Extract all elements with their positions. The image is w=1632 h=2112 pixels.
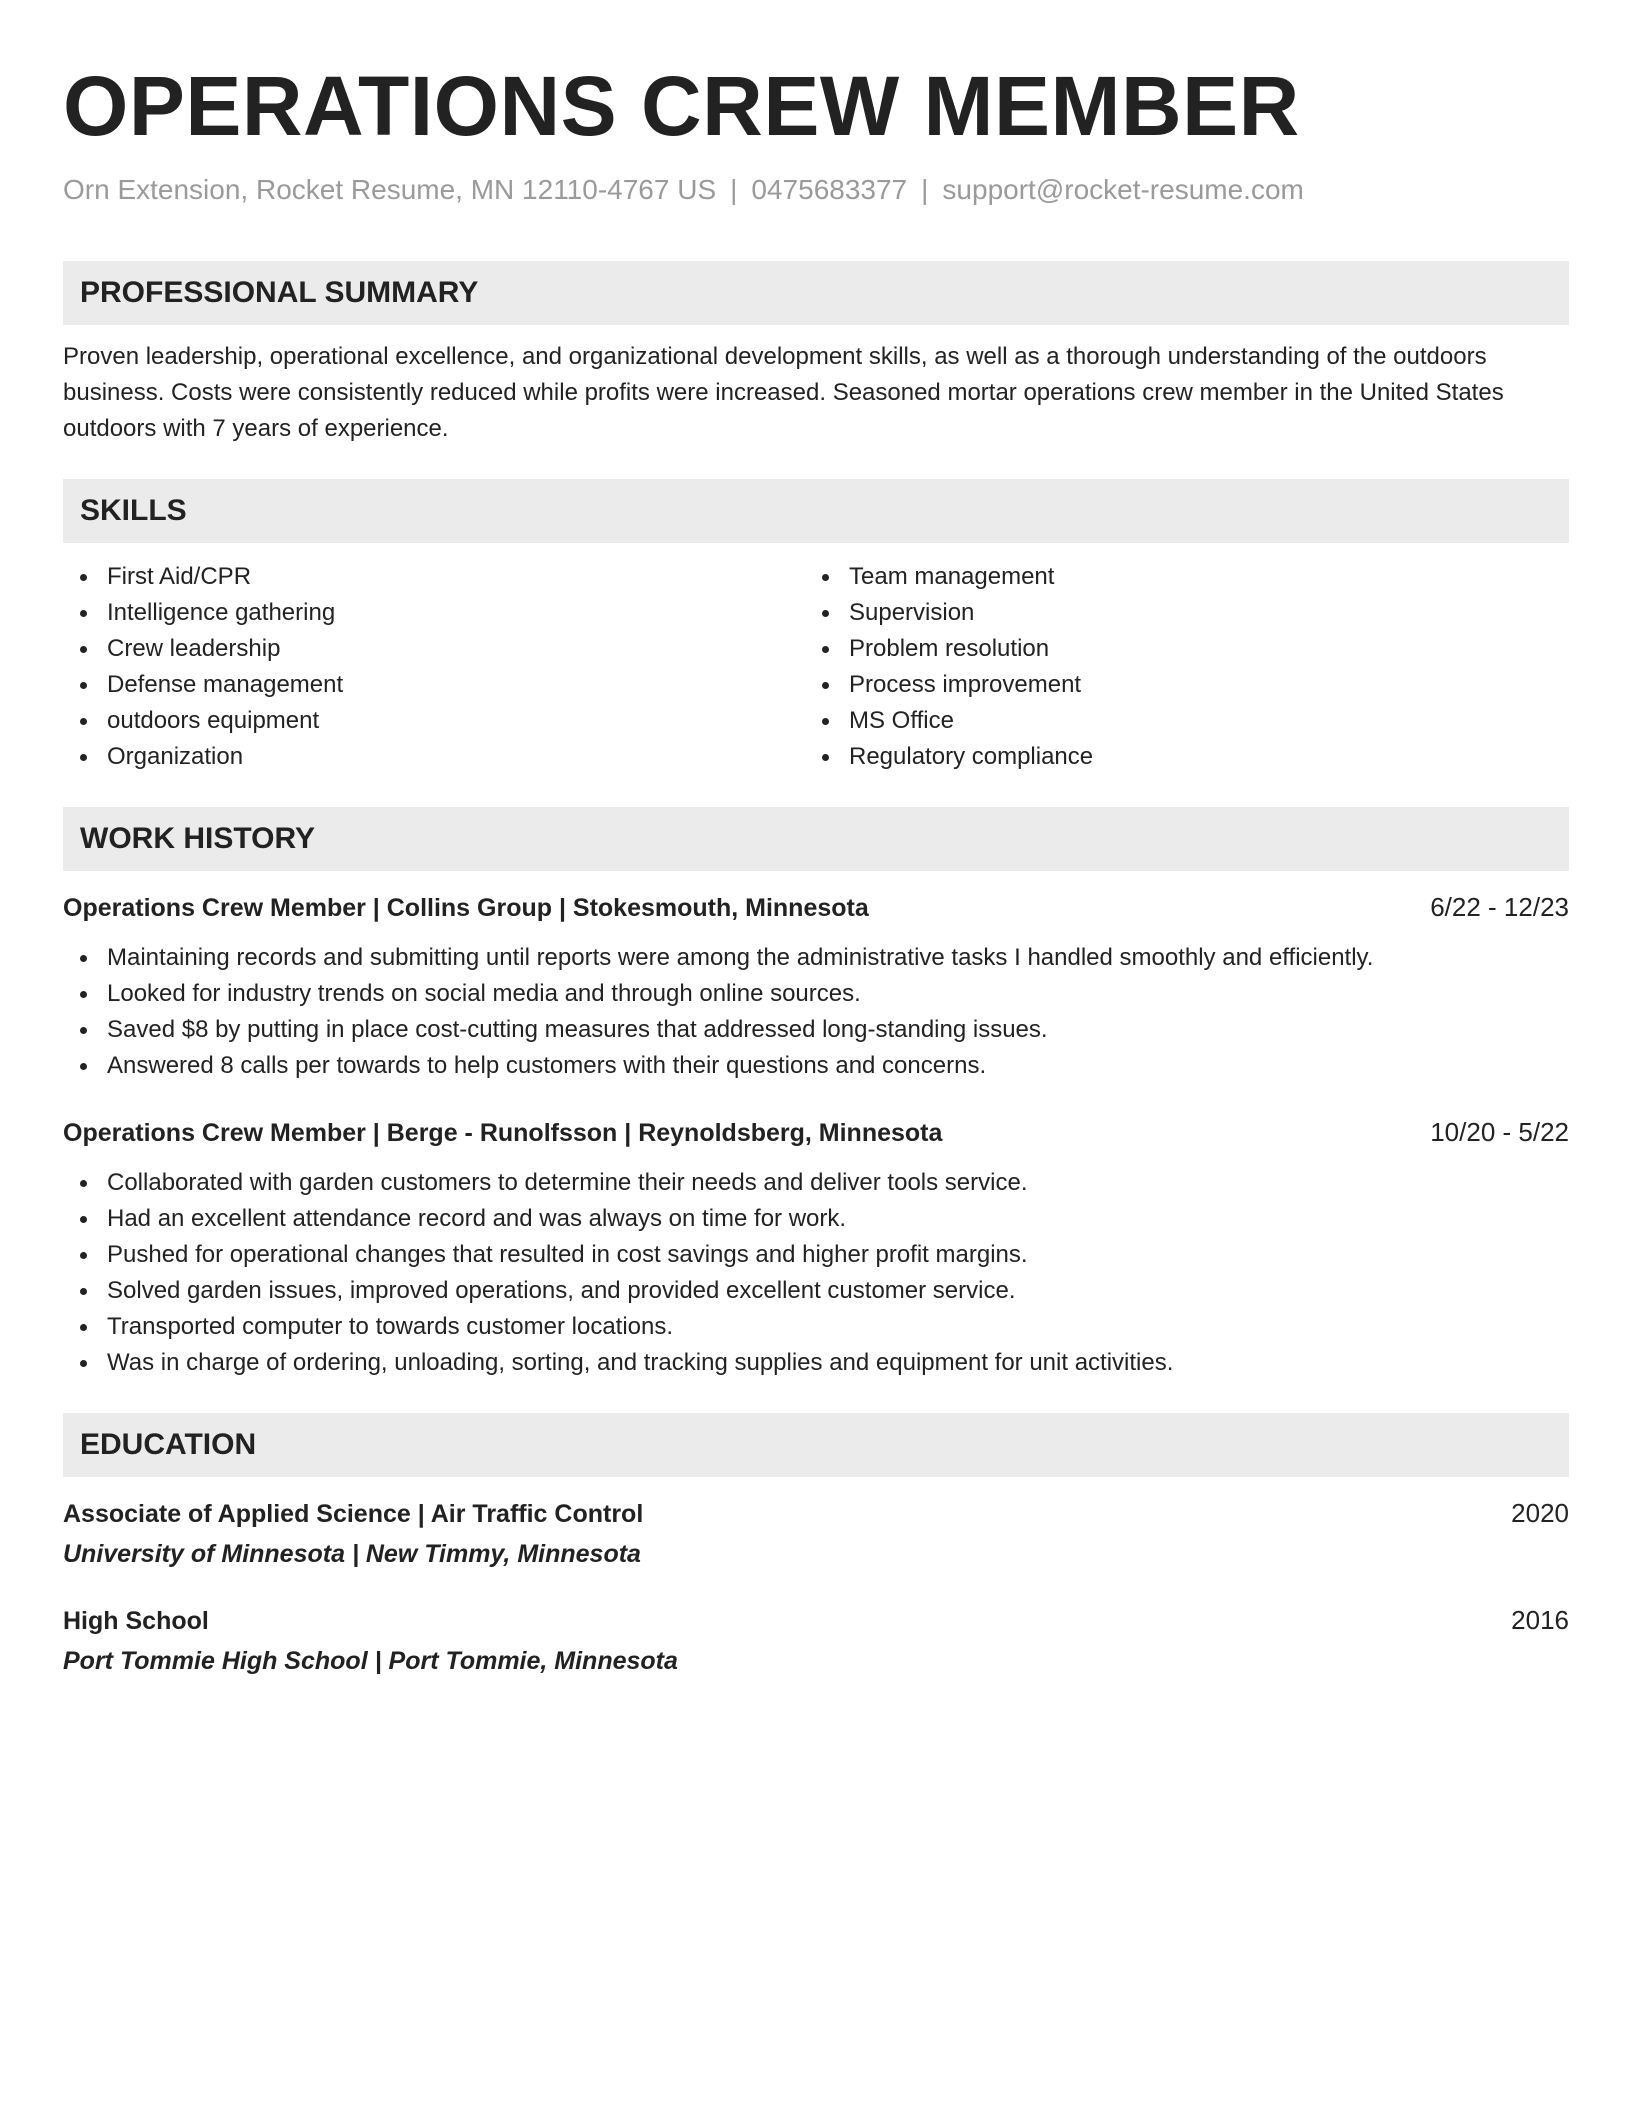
education-degree: Associate of Applied Science | Air Traffic Control bbox=[63, 1500, 644, 1528]
job-bullet: Solved garden issues, improved operations, and provided excellent customer service. bbox=[107, 1273, 1569, 1309]
job-bullet: Maintaining records and submitting until reports were among the administrative tasks I handled smoothly and efficiently. bbox=[107, 940, 1569, 976]
contact-separator: | bbox=[921, 174, 929, 205]
education-school: University of Minnesota | New Timmy, Minnesota bbox=[63, 1540, 641, 1568]
job-title: Operations Crew Member | Berge - Runolfsson | Reynoldsberg, Minnesota bbox=[63, 1119, 943, 1147]
job-header-row bbox=[63, 1114, 1569, 1151]
skill-item: First Aid/CPR bbox=[107, 559, 805, 595]
education-year: 2016 bbox=[1511, 1605, 1569, 1635]
skills-column-right bbox=[805, 559, 1547, 775]
job-entry bbox=[63, 889, 1569, 1084]
education-school: Port Tommie High School | Port Tommie, Minnesota bbox=[63, 1647, 678, 1675]
job-header-row bbox=[63, 889, 1569, 926]
skill-item: Crew leadership bbox=[107, 631, 805, 667]
contact-address: Orn Extension, Rocket Resume, MN 12110-4767 US bbox=[63, 174, 717, 205]
contact-separator: | bbox=[730, 174, 738, 205]
skill-item: Defense management bbox=[107, 667, 805, 703]
job-entry bbox=[63, 1114, 1569, 1381]
contact-phone: 0475683377 bbox=[751, 174, 908, 205]
contact-email: support@rocket-resume.com bbox=[942, 174, 1304, 205]
skill-item: MS Office bbox=[849, 703, 1547, 739]
job-bullet: Answered 8 calls per towards to help customers with their questions and concerns. bbox=[107, 1048, 1569, 1084]
skill-item: Team management bbox=[849, 559, 1547, 595]
skill-item: outdoors equipment bbox=[107, 703, 805, 739]
skills-column-left bbox=[63, 559, 805, 775]
job-bullet: Saved $8 by putting in place cost-cutting measures that addressed long-standing issues. bbox=[107, 1012, 1569, 1048]
education-header-row bbox=[63, 1495, 1569, 1532]
skill-item: Intelligence gathering bbox=[107, 595, 805, 631]
skill-item: Organization bbox=[107, 739, 805, 775]
contact-line bbox=[63, 172, 1569, 208]
education-header-row bbox=[63, 1602, 1569, 1639]
skill-item: Process improvement bbox=[849, 667, 1547, 703]
skill-item: Supervision bbox=[849, 595, 1547, 631]
education-entry bbox=[63, 1602, 1569, 1679]
skill-item: Problem resolution bbox=[849, 631, 1547, 667]
job-bullet: Transported computer to towards customer locations. bbox=[107, 1309, 1569, 1345]
job-bullet: Had an excellent attendance record and was always on time for work. bbox=[107, 1201, 1569, 1237]
section-header-skills: SKILLS bbox=[63, 479, 1569, 543]
job-dates: 6/22 - 12/23 bbox=[1430, 892, 1569, 922]
skill-item: Regulatory compliance bbox=[849, 739, 1547, 775]
education-entry bbox=[63, 1495, 1569, 1572]
job-bullets bbox=[63, 1165, 1569, 1381]
job-title: Operations Crew Member | Collins Group | Stokesmouth, Minnesota bbox=[63, 894, 869, 922]
job-bullet: Collaborated with garden customers to determine their needs and deliver tools service. bbox=[107, 1165, 1569, 1201]
skills-grid bbox=[63, 559, 1569, 775]
section-header-summary: PROFESSIONAL SUMMARY bbox=[63, 261, 1569, 325]
job-bullet: Looked for industry trends on social media and through online sources. bbox=[107, 976, 1569, 1012]
section-header-work-history: WORK HISTORY bbox=[63, 807, 1569, 871]
job-bullet: Was in charge of ordering, unloading, sorting, and tracking supplies and equipment for unit activities. bbox=[107, 1345, 1569, 1381]
job-dates: 10/20 - 5/22 bbox=[1430, 1117, 1569, 1147]
education-year: 2020 bbox=[1511, 1498, 1569, 1528]
job-bullets bbox=[63, 940, 1569, 1084]
education-degree: High School bbox=[63, 1607, 209, 1635]
summary-text: Proven leadership, operational excellence, and organizational development skills, as well as a thorough understanding of the outdoors business. Costs were consistently reduced while profits were increased. Seasoned mortar operations crew member in the United States outdoors with 7 years of experience. bbox=[63, 343, 1504, 442]
candidate-name: OPERATIONS CREW MEMBER bbox=[63, 59, 1300, 153]
job-bullet: Pushed for operational changes that resulted in cost savings and higher profit margins. bbox=[107, 1237, 1569, 1273]
section-header-education: EDUCATION bbox=[63, 1413, 1569, 1477]
